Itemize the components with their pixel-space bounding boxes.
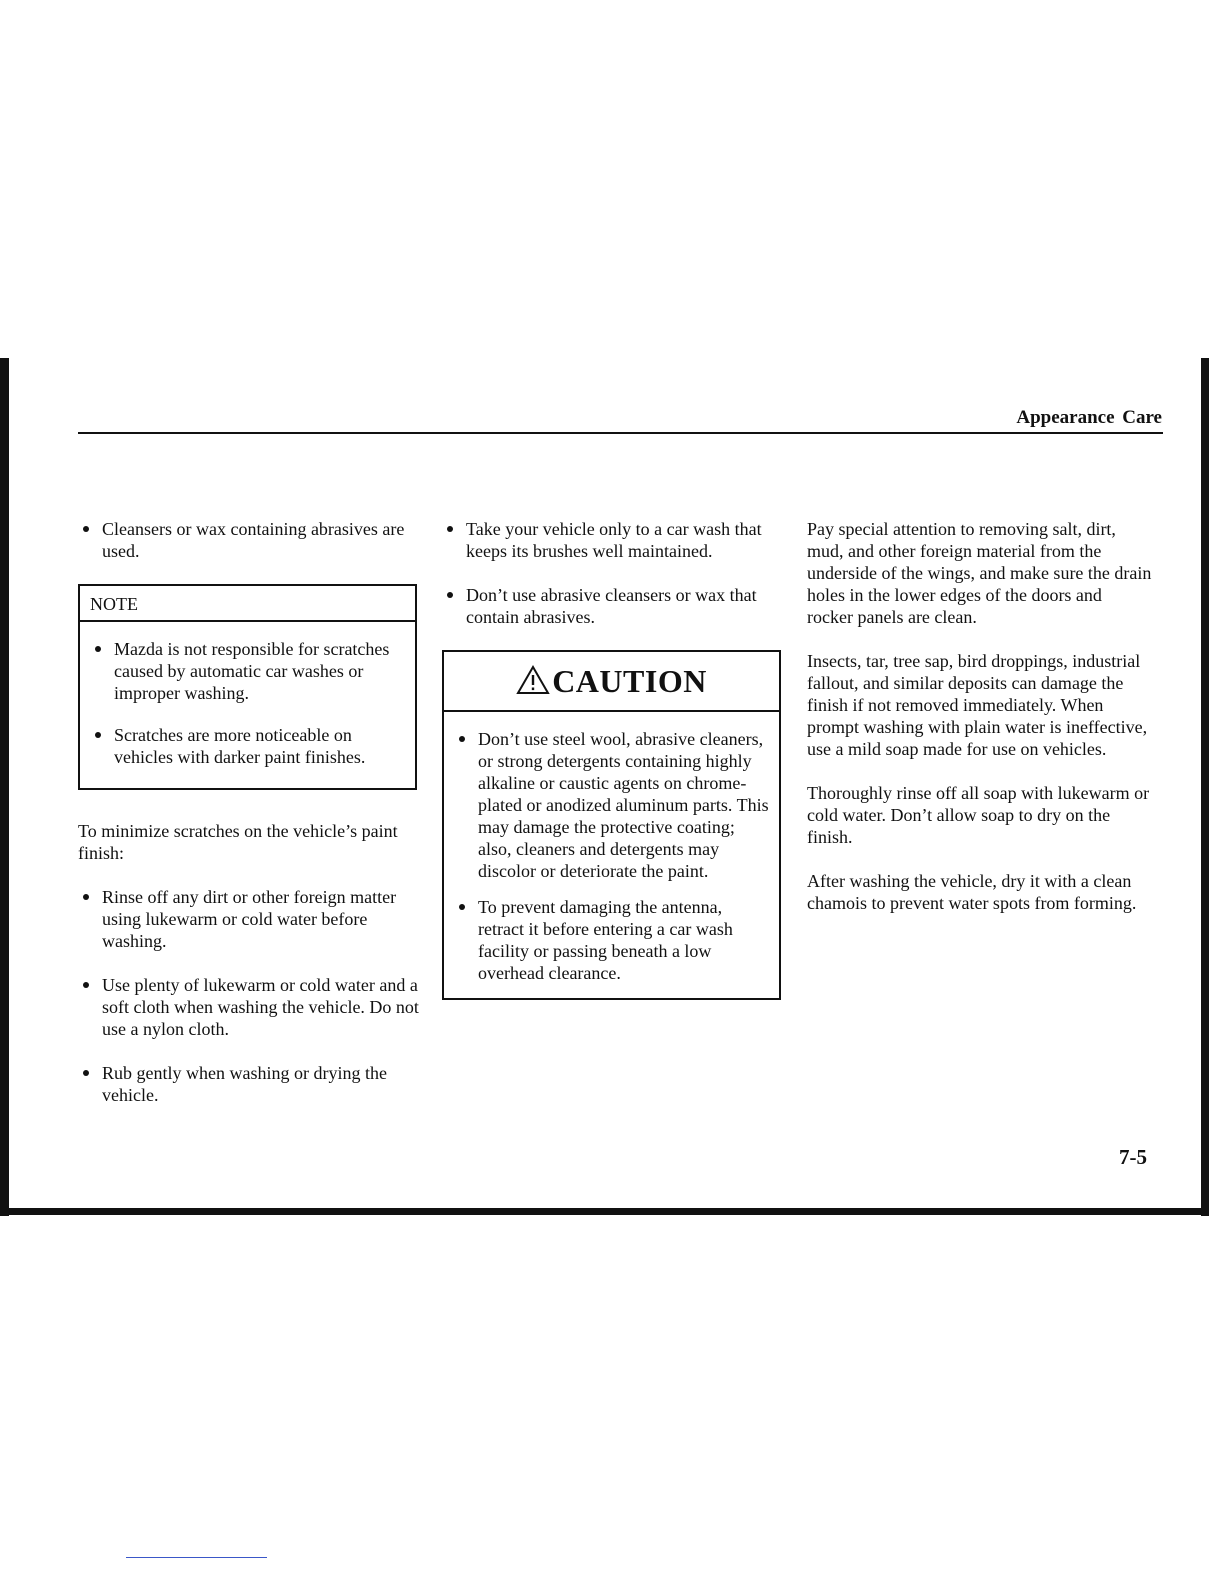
- list-item-text: Rub gently when washing or drying the vehicle.: [102, 1063, 387, 1105]
- caution-item: [454, 896, 769, 984]
- bullet-icon: [447, 526, 453, 532]
- bullet-icon: [83, 982, 89, 988]
- list-item: [78, 518, 423, 562]
- note-box: [78, 584, 417, 790]
- bullet-icon: [83, 894, 89, 900]
- page-frame-left-edge: [0, 358, 9, 1216]
- caution-body: [444, 712, 779, 984]
- caution-heading: CAUTION: [552, 663, 707, 699]
- paragraph: Pay special attention to removing salt, dirt, mud, and other foreign material from the underside of the wings, and make sure the drain holes in the lower edges of the doors and rocker panels are clean.: [807, 519, 1152, 627]
- caution-item: [454, 728, 769, 882]
- paragraph: After washing the vehicle, dry it with a clean chamois to prevent water spots from forming.: [807, 871, 1137, 913]
- bullet-icon: [95, 646, 101, 652]
- caution-box: [442, 650, 781, 1000]
- header-rule: [78, 432, 1163, 434]
- section-header-title: Appearance Care: [1016, 407, 1162, 428]
- note-heading: NOTE: [80, 586, 415, 622]
- note-body: [80, 622, 415, 768]
- column-middle: [442, 518, 787, 1000]
- list-item: [78, 974, 423, 1040]
- note-item-text: Scratches are more noticeable on vehicles with darker paint finishes.: [114, 725, 366, 767]
- bottom-underline-rule: [126, 1557, 267, 1558]
- list-item-text: Don’t use abrasive cleansers or wax that contain abrasives.: [466, 585, 757, 627]
- list-item: [78, 886, 423, 952]
- list-item: [442, 518, 787, 562]
- list-item-text: Cleansers or wax containing abrasives are used.: [102, 519, 405, 561]
- caution-item-text: Don’t use steel wool, abrasive cleaners, or strong detergents containing highly alkaline or caustic agents on chrome-plated or anodized aluminum parts. This may damage the protective coating; also, cleaners and detergents may discolor or deteriorate the paint.: [478, 729, 769, 881]
- list-item-text: Rinse off any dirt or other foreign matter using lukewarm or cold water before washing.: [102, 887, 397, 951]
- column-right: [807, 518, 1152, 936]
- paragraph: Thoroughly rinse off all soap with lukewarm or cold water. Don’t allow soap to dry on the finish.: [807, 783, 1150, 847]
- page-number: 7-5: [1119, 1145, 1147, 1169]
- note-item-text: Mazda is not responsible for scratches caused by automatic car washes or improper washing.: [114, 639, 390, 703]
- column-left: [78, 518, 423, 1128]
- scratch-intro-paragraph: To minimize scratches on the vehicle’s paint finish:: [78, 821, 398, 863]
- caution-item-text: To prevent damaging the antenna, retract it before entering a car wash facility or passing beneath a low overhead clearance.: [478, 897, 733, 983]
- bullet-icon: [83, 526, 89, 532]
- warning-triangle-icon: [516, 665, 550, 695]
- list-item: [442, 584, 787, 628]
- bullet-icon: [459, 736, 465, 742]
- list-item-text: Use plenty of lukewarm or cold water and a soft cloth when washing the vehicle. Do not use a nylon cloth.: [102, 975, 419, 1039]
- note-item: [90, 724, 405, 768]
- bullet-icon: [459, 904, 465, 910]
- list-item-text: Take your vehicle only to a car wash that keeps its brushes well maintained.: [466, 519, 762, 561]
- page-frame-bottom-edge: [0, 1208, 1209, 1215]
- page-frame-right-edge: [1201, 358, 1209, 1216]
- list-item: [78, 1062, 423, 1106]
- note-item: [90, 638, 405, 704]
- caution-header: [444, 652, 779, 712]
- paragraph: Insects, tar, tree sap, bird droppings, industrial fallout, and similar deposits can damage the finish if not removed immediately. When prompt washing with plain water is ineffective, use a mild soap made for use on vehicles.: [807, 651, 1148, 759]
- bullet-icon: [447, 592, 453, 598]
- bullet-icon: [83, 1070, 89, 1076]
- bullet-icon: [95, 732, 101, 738]
